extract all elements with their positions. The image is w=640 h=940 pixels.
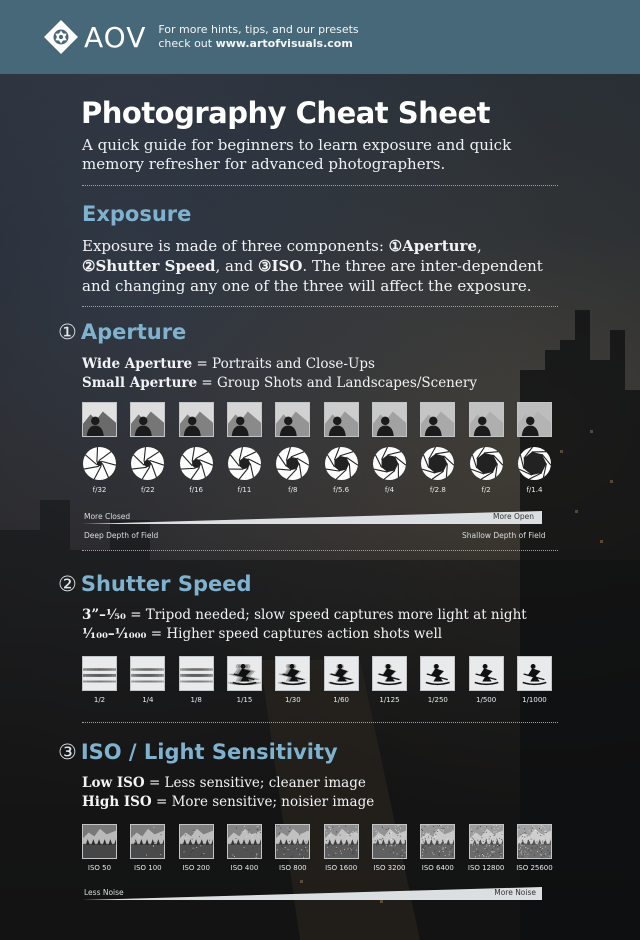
iso-value-label: ISO 400	[230, 864, 259, 872]
rower-thumb-icon	[130, 656, 165, 691]
shutter-note-1-bold: 3”–¹⁄₅₀	[82, 607, 126, 623]
aperture-stop	[324, 446, 359, 494]
aperture-note-1-bold: Wide Aperture	[82, 356, 193, 372]
portrait-thumb-icon	[420, 402, 455, 437]
shutter-speed-label: 1/30	[284, 696, 301, 704]
aperture-stop	[372, 446, 407, 494]
dof-left-label: Deep Depth of Field	[84, 531, 159, 540]
exposure-heading: Exposure	[82, 202, 192, 226]
aperture-stop	[420, 446, 455, 494]
rower-thumb-icon	[420, 656, 455, 691]
iso-thumb	[130, 824, 165, 872]
iso-note-1-bold: Low ISO	[82, 775, 145, 791]
tagline-prefix: check out	[158, 37, 213, 50]
landscape-thumb-icon	[469, 824, 504, 859]
divider	[82, 306, 558, 307]
shutter-thumb	[372, 656, 407, 704]
aperture-wedge-right: More Open	[492, 512, 534, 521]
rower-thumb-icon	[324, 656, 359, 691]
aperture-heading	[58, 320, 186, 344]
aperture-title: Aperture	[80, 320, 187, 344]
aperture-thumb	[130, 402, 165, 437]
landscape-thumb-icon	[227, 824, 262, 859]
aperture-blades-icon	[82, 446, 117, 481]
shutter-thumb	[420, 656, 455, 704]
shutter-speed-label: 1/250	[427, 696, 448, 704]
aperture-stop-label: f/2	[481, 486, 491, 494]
iso-note-2-rest: = More sensitive; noisier image	[151, 794, 375, 810]
aperture-stop-label: f/22	[140, 486, 155, 494]
iso-value-label: ISO 12800	[467, 864, 505, 872]
shutter-thumb	[324, 656, 359, 704]
iso-value-label: ISO 25600	[516, 864, 553, 872]
aperture-stop-label: f/8	[288, 486, 298, 494]
shutter-speed-label: 1/125	[379, 696, 400, 704]
aperture-blades-icon	[324, 446, 359, 481]
shutter-title: Shutter Speed	[80, 572, 252, 596]
aperture-number: ①	[58, 320, 77, 344]
aperture-wedge-left: More Closed	[84, 512, 131, 521]
divider	[82, 722, 558, 723]
exposure-paragraph	[82, 236, 558, 296]
shutter-note-1	[82, 606, 558, 625]
iso-value-label: ISO 1600	[325, 864, 358, 872]
shutter-thumb	[227, 656, 262, 704]
aperture-diagrams	[82, 446, 552, 494]
shutter-notes	[82, 606, 558, 644]
iso-note-2	[82, 793, 558, 812]
aperture-stop	[469, 446, 504, 494]
aperture-note-2-bold: Small Aperture	[82, 375, 198, 391]
shutter-heading	[58, 572, 252, 596]
iso-thumb	[372, 824, 407, 872]
dof-right-label: Shallow Depth of Field	[462, 531, 546, 540]
iso-wedge	[82, 886, 542, 900]
aperture-blades-icon	[227, 446, 262, 481]
tagline-url[interactable]: www.artofvisuals.com	[215, 37, 353, 50]
landscape-thumb-icon	[324, 824, 359, 859]
aperture-blades-icon	[469, 446, 504, 481]
header-banner	[0, 0, 640, 74]
aperture-blades-icon	[130, 446, 165, 481]
aperture-stop-label: f/16	[189, 486, 204, 494]
exposure-text-2: . The three are inter-dependent and changing any one of the three will affect the exposure.	[82, 257, 543, 295]
landscape-thumb-icon	[179, 824, 214, 859]
landscape-thumb-icon	[130, 824, 165, 859]
rower-thumb-icon	[469, 656, 504, 691]
aperture-stop-label: f/2.8	[429, 486, 446, 494]
aperture-wedge-shape	[82, 511, 542, 525]
aov-logo-icon	[44, 20, 78, 54]
divider	[82, 550, 558, 551]
landscape-thumb-icon	[372, 824, 407, 859]
aperture-stop-label: f/4	[384, 486, 395, 494]
shutter-thumb	[82, 656, 117, 704]
aperture-blades-icon	[517, 446, 552, 481]
iso-note-2-bold: High ISO	[82, 794, 152, 810]
shutter-thumb	[517, 656, 552, 704]
aperture-thumb	[372, 402, 407, 437]
portrait-thumb-icon	[179, 402, 214, 437]
shutter-speed-label: 1/15	[236, 696, 253, 704]
rower-thumb-icon	[227, 656, 262, 691]
landscape-thumb-icon	[82, 824, 117, 859]
shutter-speed-label: 1/4	[142, 696, 154, 704]
iso-heading	[58, 740, 338, 764]
shutter-speed-label: 1/500	[476, 696, 497, 704]
portrait-thumb-icon	[227, 402, 262, 437]
shutter-thumbnails	[82, 656, 552, 704]
shutter-thumb	[130, 656, 165, 704]
iso-value-label: ISO 800	[279, 864, 307, 872]
aperture-stop	[82, 446, 117, 494]
intro-text: A quick guide for beginners to learn exposure and quick memory refresher for advanced photographers.	[82, 136, 512, 173]
landscape-thumb-icon	[275, 824, 310, 859]
aperture-note-1-rest: = Portraits and Close-Ups	[192, 356, 375, 372]
aperture-thumb	[82, 402, 117, 437]
iso-thumb	[324, 824, 359, 872]
rower-thumb-icon	[82, 656, 117, 691]
aperture-notes	[82, 355, 558, 393]
rower-thumb-icon	[517, 656, 552, 691]
exposure-aperture: ①Aperture	[388, 237, 477, 255]
shutter-speed-label: 1/1000	[522, 696, 547, 704]
aperture-thumb	[517, 402, 552, 437]
aperture-blades-icon	[372, 446, 407, 481]
portrait-thumb-icon	[372, 402, 407, 437]
rower-thumb-icon	[179, 656, 214, 691]
iso-thumbnails	[82, 824, 552, 872]
portrait-thumb-icon	[275, 402, 310, 437]
iso-value-label: ISO 100	[134, 864, 162, 872]
iso-thumb	[227, 824, 262, 872]
aperture-stop	[130, 446, 165, 494]
iso-thumb	[179, 824, 214, 872]
aperture-thumb	[275, 402, 310, 437]
shutter-note-2-rest: = Higher speed captures action shots well	[146, 626, 443, 642]
iso-thumb	[469, 824, 504, 872]
shutter-note-2-bold: ¹⁄₁₀₀–¹⁄₁₀₀₀	[82, 626, 147, 642]
iso-wedge-right: More Noise	[494, 888, 536, 897]
aperture-stop	[517, 446, 552, 494]
exposure-text-1: Exposure is made of three components:	[82, 237, 389, 255]
portrait-thumb-icon	[82, 402, 117, 437]
tagline-line1: For more hints, tips, and our presets	[158, 23, 359, 36]
exposure-shutter: ②Shutter Speed	[82, 257, 216, 275]
exposure-sep-1: ,	[476, 237, 482, 255]
aperture-wedge	[82, 510, 542, 524]
aperture-thumb	[179, 402, 214, 437]
shutter-note-1-rest: = Tripod needed; slow speed captures more light at night	[125, 607, 527, 623]
divider	[82, 185, 558, 186]
rower-thumb-icon	[372, 656, 407, 691]
aperture-blades-icon	[179, 446, 214, 481]
iso-thumb	[82, 824, 117, 872]
iso-note-1	[82, 774, 558, 793]
exposure-sep-2: , and	[215, 257, 259, 275]
shutter-speed-label: 1/8	[190, 696, 202, 704]
aperture-thumb	[324, 402, 359, 437]
header-tagline	[158, 23, 358, 51]
rower-thumb-icon	[275, 656, 310, 691]
aperture-stop-label: f/5.6	[333, 486, 350, 494]
aperture-note-2	[82, 374, 558, 393]
page-title: Photography Cheat Sheet	[81, 96, 490, 130]
exposure-iso: ③ISO	[258, 257, 303, 275]
aperture-thumbnails	[82, 402, 552, 437]
aperture-note-2-rest: = Group Shots and Landscapes/Scenery	[197, 375, 477, 391]
aperture-blades-icon	[420, 446, 455, 481]
iso-wedge-left: Less Noise	[84, 888, 124, 897]
aperture-stop-label: f/32	[92, 486, 107, 494]
aperture-stop-label: f/1.4	[526, 486, 543, 494]
portrait-thumb-icon	[517, 402, 552, 437]
aperture-stop-label: f/11	[237, 486, 252, 494]
shutter-speed-label: 1/60	[333, 696, 349, 704]
landscape-thumb-icon	[517, 824, 552, 859]
iso-value-label: ISO 50	[87, 864, 112, 872]
aperture-thumb	[469, 402, 504, 437]
iso-value-label: ISO 3200	[373, 864, 406, 872]
shutter-thumb	[275, 656, 310, 704]
shutter-number: ②	[58, 572, 77, 596]
aperture-blades-icon	[275, 446, 310, 481]
shutter-thumb	[469, 656, 504, 704]
logo-text: AOV	[84, 20, 147, 54]
iso-note-1-rest: = Less sensitive; cleaner image	[144, 775, 366, 791]
aperture-note-1	[82, 355, 558, 374]
portrait-thumb-icon	[469, 402, 504, 437]
aperture-thumb	[420, 402, 455, 437]
iso-title: ISO / Light Sensitivity	[80, 740, 338, 764]
iso-thumb	[420, 824, 455, 872]
iso-value-label: ISO 6400	[421, 864, 454, 872]
aperture-stop	[227, 446, 262, 494]
iso-value-label: ISO 200	[182, 864, 210, 872]
portrait-thumb-icon	[324, 402, 359, 437]
iso-notes	[82, 774, 558, 812]
landscape-thumb-icon	[420, 824, 455, 859]
portrait-thumb-icon	[130, 402, 165, 437]
shutter-speed-label: 1/2	[93, 696, 106, 704]
tagline-line2	[158, 37, 358, 51]
iso-thumb	[517, 824, 552, 872]
aperture-stop	[179, 446, 214, 494]
iso-number: ③	[58, 740, 77, 764]
iso-thumb	[275, 824, 310, 872]
aperture-stop	[275, 446, 310, 494]
shutter-thumb	[179, 656, 214, 704]
iso-wedge-shape	[82, 887, 542, 901]
shutter-note-2	[82, 625, 558, 644]
aperture-thumb	[227, 402, 262, 437]
